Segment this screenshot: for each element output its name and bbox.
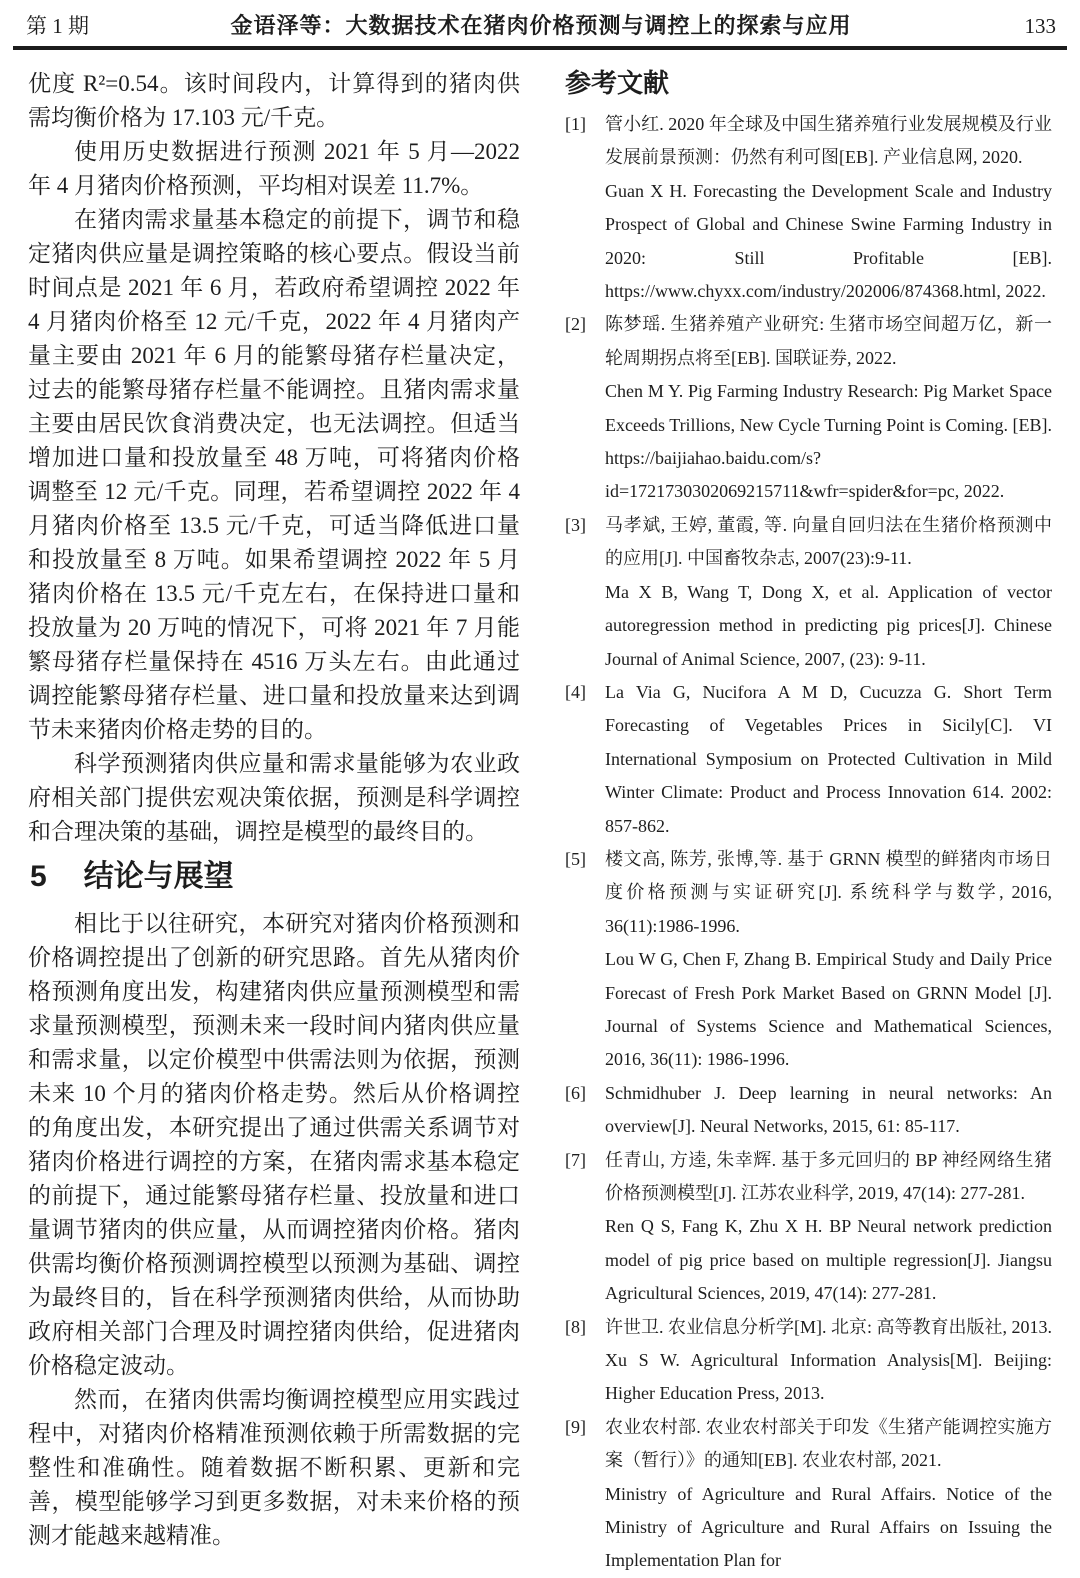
reference-number: [8] [565,1316,586,1337]
reference-number: [2] [565,314,586,335]
reference-item [565,1311,1052,1411]
reference-number: [7] [565,1149,586,1170]
paragraph: 相比于以往研究，本研究对猪肉价格预测和价格调控提出了创新的研究思路。首先从猪肉价格预测角度出发，构建猪肉供应量预测模型和需求量预测模型，预测未来一段时间内猪肉供应量和需求量，以定价模型中供需法则为依据，预测未来 10 个月的猪肉价格走势。然后从价格调控的角度出发，本研究提出了通过供需关系调节对猪肉价格进行调控的方案，在猪肉需求基本稳定的前提下，通过能繁母猪存栏量、投放量和进口量调节猪肉的供应量，从而调控猪肉价格。猪肉供需均衡价格预测调控模型以预测为基础、调控为最终目的，旨在科学预测猪肉供给，从而协助政府相关部门合理及时调控猪肉供给，促进猪肉价格稳定波动。 [28,911,520,1378]
left-column [28,67,520,1578]
reference-line-en: Xu S W. Agricultural Information Analysis[M]. Beijing: Higher Education Press, 2013. [605,1350,1052,1404]
reference-number: [1] [565,114,586,134]
reference-number: [6] [565,1082,586,1103]
reference-item [565,1144,1052,1311]
reference-item [565,676,1052,843]
reference-line-zh: 农业农村部. 农业农村部关于印发《生猪产能调控实施方案（暂行）》的通知[EB]. 农业农村部, 2021. [605,1416,1052,1471]
reference-line-en: Ma X B, Wang T, Dong X, et al. Application of vector autoregression method in predicting pig prices[J]. Chinese Journal of Animal Science, 2007, (23): 9-11. [605,581,1052,669]
paragraph: 然而，在猪肉供需均衡调控模型应用实践过程中，对猪肉价格精准预测依赖于所需数据的完整性和准确性。随着数据不断积累、更新和完善，模型能够学习到更多数据，对未来价格的预测才能越来越精准。 [28,1387,520,1548]
reference-number: [5] [565,848,586,869]
reference-item [565,509,1052,676]
section-heading [30,858,520,896]
running-title: 金语泽等：大数据技术在猪肉价格预测与调控上的探索与应用 [230,13,852,38]
reference-line-en: Ministry of Agriculture and Rural Affairs. Notice of the Ministry of Agriculture and Rural Affairs on Issuing the Implementation Plan for [605,1483,1052,1571]
reference-item [565,1077,1052,1144]
paragraph: 优度 R²=0.54。该时间段内，计算得到的猪肉供需均衡价格为 17.103 元/千克。 [28,71,520,130]
paragraph: 在猪肉需求量基本稳定的前提下，调节和稳定猪肉供应量是调控策略的核心要点。假设当前时间点是 2021 年 6 月，若政府希望调控 2022 年 4 月猪肉价格至 12 元/千克，2022 年 4 月猪肉产量主要由 2021 年 6 月的能繁母猪存栏量决定，过去的能繁母猪存栏量不能调控。且猪肉需求量主要由居民饮食消费决定，也无法调控。但适当增加进口量和投放量至 48 万吨，可将猪肉价格调整至 12 元/千克。同理，若希望调控 2022 年 4 月猪肉价格至 13.5 元/千克，可适当降低进口量和投放量至 8 万吨。如果希望调控 2022 年 5 月猪肉价格在 13.5 元/千克左右，在保持进口量和投放量为 20 万吨的情况下，可将 2021 年 7 月能繁母猪存栏量保持在 4516 万头左右。由此通过调控能繁母猪存栏量、进口量和投放量来达到调节未来猪肉价格走势的目的。 [28,207,520,742]
reference-item [565,1411,1052,1578]
reference-line-zh: 楼文高, 陈芳, 张博,等. 基于 GRNN 模型的鲜猪肉市场日度价格预测与实证研究[J]. 系统科学与数学, 2016, 36(11):1986-1996. [605,848,1052,936]
reference-line-en: Guan X H. Forecasting the Development Scale and Industry Prospect of Global and Chinese Swine Farming Industry in 2020: Still Profitable [EB]. https://www.chyxx.com/industry/202006/874368.html, 2022. [605,180,1052,302]
paragraph: 使用历史数据进行预测 2021 年 5 月—2022 年 4 月猪肉价格预测，平均相对误差 11.7%。 [28,139,520,198]
reference-line-en: Lou W G, Chen F, Zhang B. Empirical Study and Daily Price Forecast of Fresh Pork Market Based on GRNN Model [J]. Journal of Systems Science and Mathematical Sciences, 2016, 36(11): 1986-1996. [605,949,1052,1070]
reference-number: [4] [565,681,586,702]
reference-line-en: Schmidhuber J. Deep learning in neural networks: An overview[J]. Neural Networks, 2015, 61: 85-117. [605,1082,1052,1137]
reference-number: [9] [565,1416,586,1437]
reference-item [565,843,1052,1077]
reference-line-zh: 管小红. 2020 年全球及中国生猪养殖行业发展规模及行业发展前景预测：仍然有利可图[EB]. 产业信息网, 2020. [605,114,1052,168]
references-heading: 参考文献 [565,68,670,98]
right-column [565,67,1052,1578]
reference-line-zh: 任青山, 方逵, 朱幸辉. 基于多元回归的 BP 神经网络生猪价格预测模型[J]. 江苏农业科学, 2019, 47(14): 277-281. [605,1149,1052,1203]
issue-label: 第 1 期 [26,14,89,38]
page-number: 133 [1024,14,1056,38]
paragraph: 科学预测猪肉供应量和需求量能够为农业政府相关部门提供宏观决策依据，预测是科学调控和合理决策的基础，调控是模型的最终目的。 [28,751,520,844]
reference-line-en: Ren Q S, Fang K, Zhu X H. BP Neural network prediction model of pig price based on multiple regression[J]. Jiangsu Agricultural Sciences, 2019, 47(14): 277-281. [605,1216,1052,1304]
reference-line-zh: 马孝斌, 王婷, 董霞, 等. 向量自回归法在生猪价格预测中的应用[J]. 中国畜牧杂志, 2007(23):9-11. [605,514,1052,569]
reference-line-zh: 许世卫. 农业信息分析学[M]. 北京: 高等教育出版社, 2013. [605,1316,1052,1337]
section-title: 结论与展望 [83,860,234,893]
section-number: 5 [30,860,47,893]
reference-line-en: La Via G, Nucifora A M D, Cucuzza G. Short Term Forecasting of Vegetables Prices in Sicily[C]. VI International Symposium on Protected Cultivation in Mild Winter Climate: Product and Process Innovation 614. 2002: 857-862. [605,681,1052,836]
reference-item [565,108,1052,308]
reference-line-en: Chen M Y. Pig Farming Industry Research: Pig Market Space Exceeds Trillions, New Cycle Turning Point is Coming. [EB]. https://baijiahao.baidu.com/s?id=1721730302069215711&wfr=spider&for=pc, 2022. [605,381,1052,502]
page-header [0,0,1080,44]
reference-item [565,308,1052,508]
page-body [0,50,1080,1578]
reference-line-zh: 陈梦瑶. 生猪养殖产业研究: 生猪市场空间超万亿，新一轮周期拐点将至[EB]. 国联证券, 2022. [605,314,1052,368]
reference-number: [3] [565,514,586,535]
